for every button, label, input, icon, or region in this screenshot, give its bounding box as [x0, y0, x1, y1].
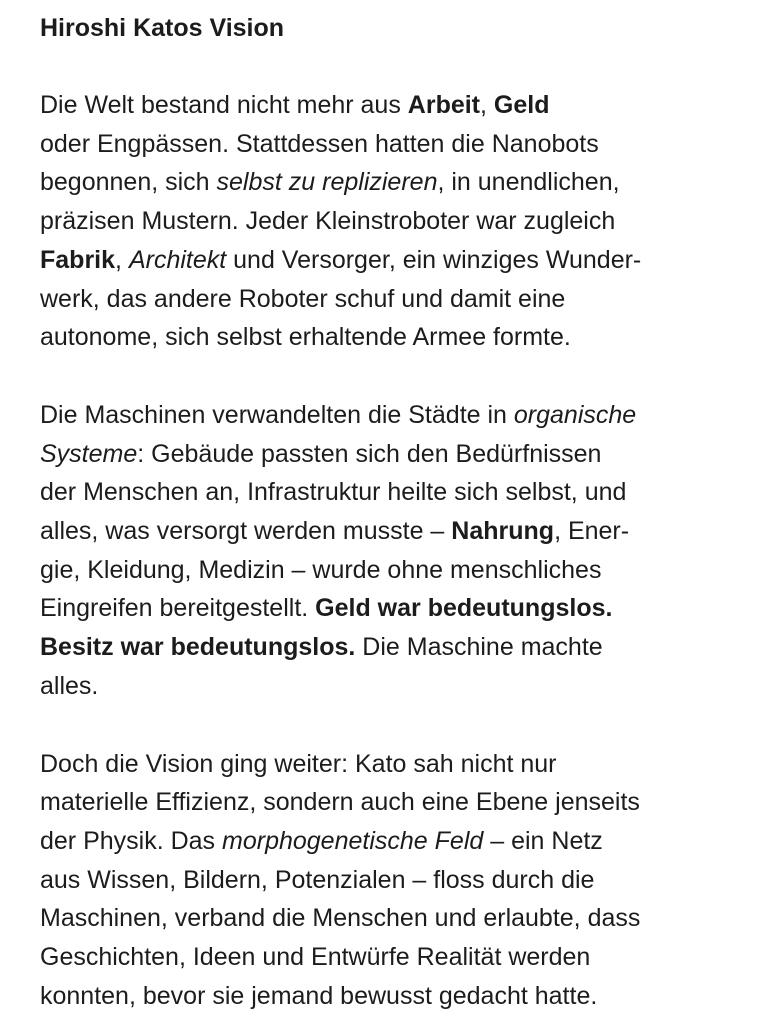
paragraph-3	[40, 745, 724, 1016]
bold-text: Besitz war bedeutungslos.	[40, 633, 356, 662]
text-run: Doch die Vision ging weiter: Kato sah nicht nur	[40, 749, 557, 778]
text-line	[40, 628, 724, 667]
text-run: Maschinen, verband die Menschen und erlaubte, dass	[40, 904, 641, 933]
text-run: oder Engpässen. Stattdessen hatten die Nanobots	[40, 129, 599, 158]
text-line	[40, 125, 724, 164]
text-line	[40, 589, 724, 628]
italic-text: Architekt	[128, 245, 227, 274]
text-run: , Ener-	[554, 517, 630, 546]
text-run: : Gebäude passten sich den Bedürfnissen	[137, 439, 602, 468]
text-line	[40, 783, 724, 822]
document-title: Hiroshi Katos Vision	[40, 14, 285, 42]
bold-text: Nahrung	[451, 517, 555, 546]
text-run: ,	[115, 245, 129, 274]
text-line	[40, 163, 724, 202]
text-line	[40, 551, 724, 590]
text-line	[40, 202, 724, 241]
text-run: alles, was versorgt werden musste –	[40, 517, 452, 546]
bold-text: Geld war bedeutungslos.	[315, 594, 613, 623]
text-line	[40, 938, 724, 977]
italic-text: morphogenetische Feld	[222, 826, 484, 855]
text-line	[40, 86, 724, 125]
paragraph-1	[40, 86, 724, 357]
text-run: Die Maschine machte	[355, 633, 603, 662]
text-line	[40, 473, 724, 512]
bold-text: Geld	[493, 91, 550, 119]
text-run: alles.	[40, 671, 99, 700]
italic-text: organische	[513, 400, 637, 429]
text-run: konnten, bevor sie jemand bewusst gedacht hatte.	[40, 981, 598, 1010]
italic-text: Systeme	[40, 439, 138, 468]
text-line	[40, 318, 724, 357]
bold-text: Arbeit	[407, 91, 481, 119]
text-line	[40, 822, 724, 861]
paragraph-2	[40, 396, 724, 706]
text-run: Eingreifen bereitgestellt.	[40, 594, 316, 623]
italic-text: selbst zu replizieren	[216, 168, 438, 197]
text-run: autonome, sich selbst erhaltende Armee formte.	[40, 323, 571, 352]
bold-text: Fabrik	[40, 245, 116, 274]
text-run: – ein Netz	[483, 826, 603, 855]
text-line	[40, 241, 724, 280]
text-line	[40, 745, 724, 784]
text-run: ,	[480, 91, 494, 119]
text-run: aus Wissen, Bildern, Potenzialen – floss durch die	[40, 865, 595, 894]
text-line	[40, 512, 724, 551]
text-line	[40, 861, 724, 900]
text-run: begonnen, sich	[40, 168, 217, 197]
text-run: werk, das andere Roboter schuf und damit eine	[40, 284, 566, 313]
text-line	[40, 667, 724, 706]
text-run: präzisen Mustern. Jeder Kleinstroboter war zugleich	[40, 207, 616, 236]
text-run: Die Maschinen verwandelten die Städte in	[40, 400, 514, 429]
text-run: materielle Effizienz, sondern auch eine Ebene jenseits	[40, 788, 640, 817]
text-run: , in unendlichen,	[437, 168, 620, 197]
text-line	[40, 899, 724, 938]
text-run: Die Welt bestand nicht mehr aus	[40, 91, 408, 119]
text-run: der Physik. Das	[40, 826, 223, 855]
text-run: Geschichten, Ideen und Entwürfe Realität werden	[40, 943, 591, 972]
text-run: und Versorger, ein winziges Wunder-	[226, 245, 642, 274]
text-line	[40, 280, 724, 319]
text-line	[40, 977, 724, 1016]
document-body	[40, 86, 724, 1015]
text-run: der Menschen an, Infrastruktur heilte sich selbst, und	[40, 478, 627, 507]
text-run: gie, Kleidung, Medizin – wurde ohne menschliches	[40, 555, 602, 584]
text-line	[40, 435, 724, 474]
text-line	[40, 396, 724, 435]
